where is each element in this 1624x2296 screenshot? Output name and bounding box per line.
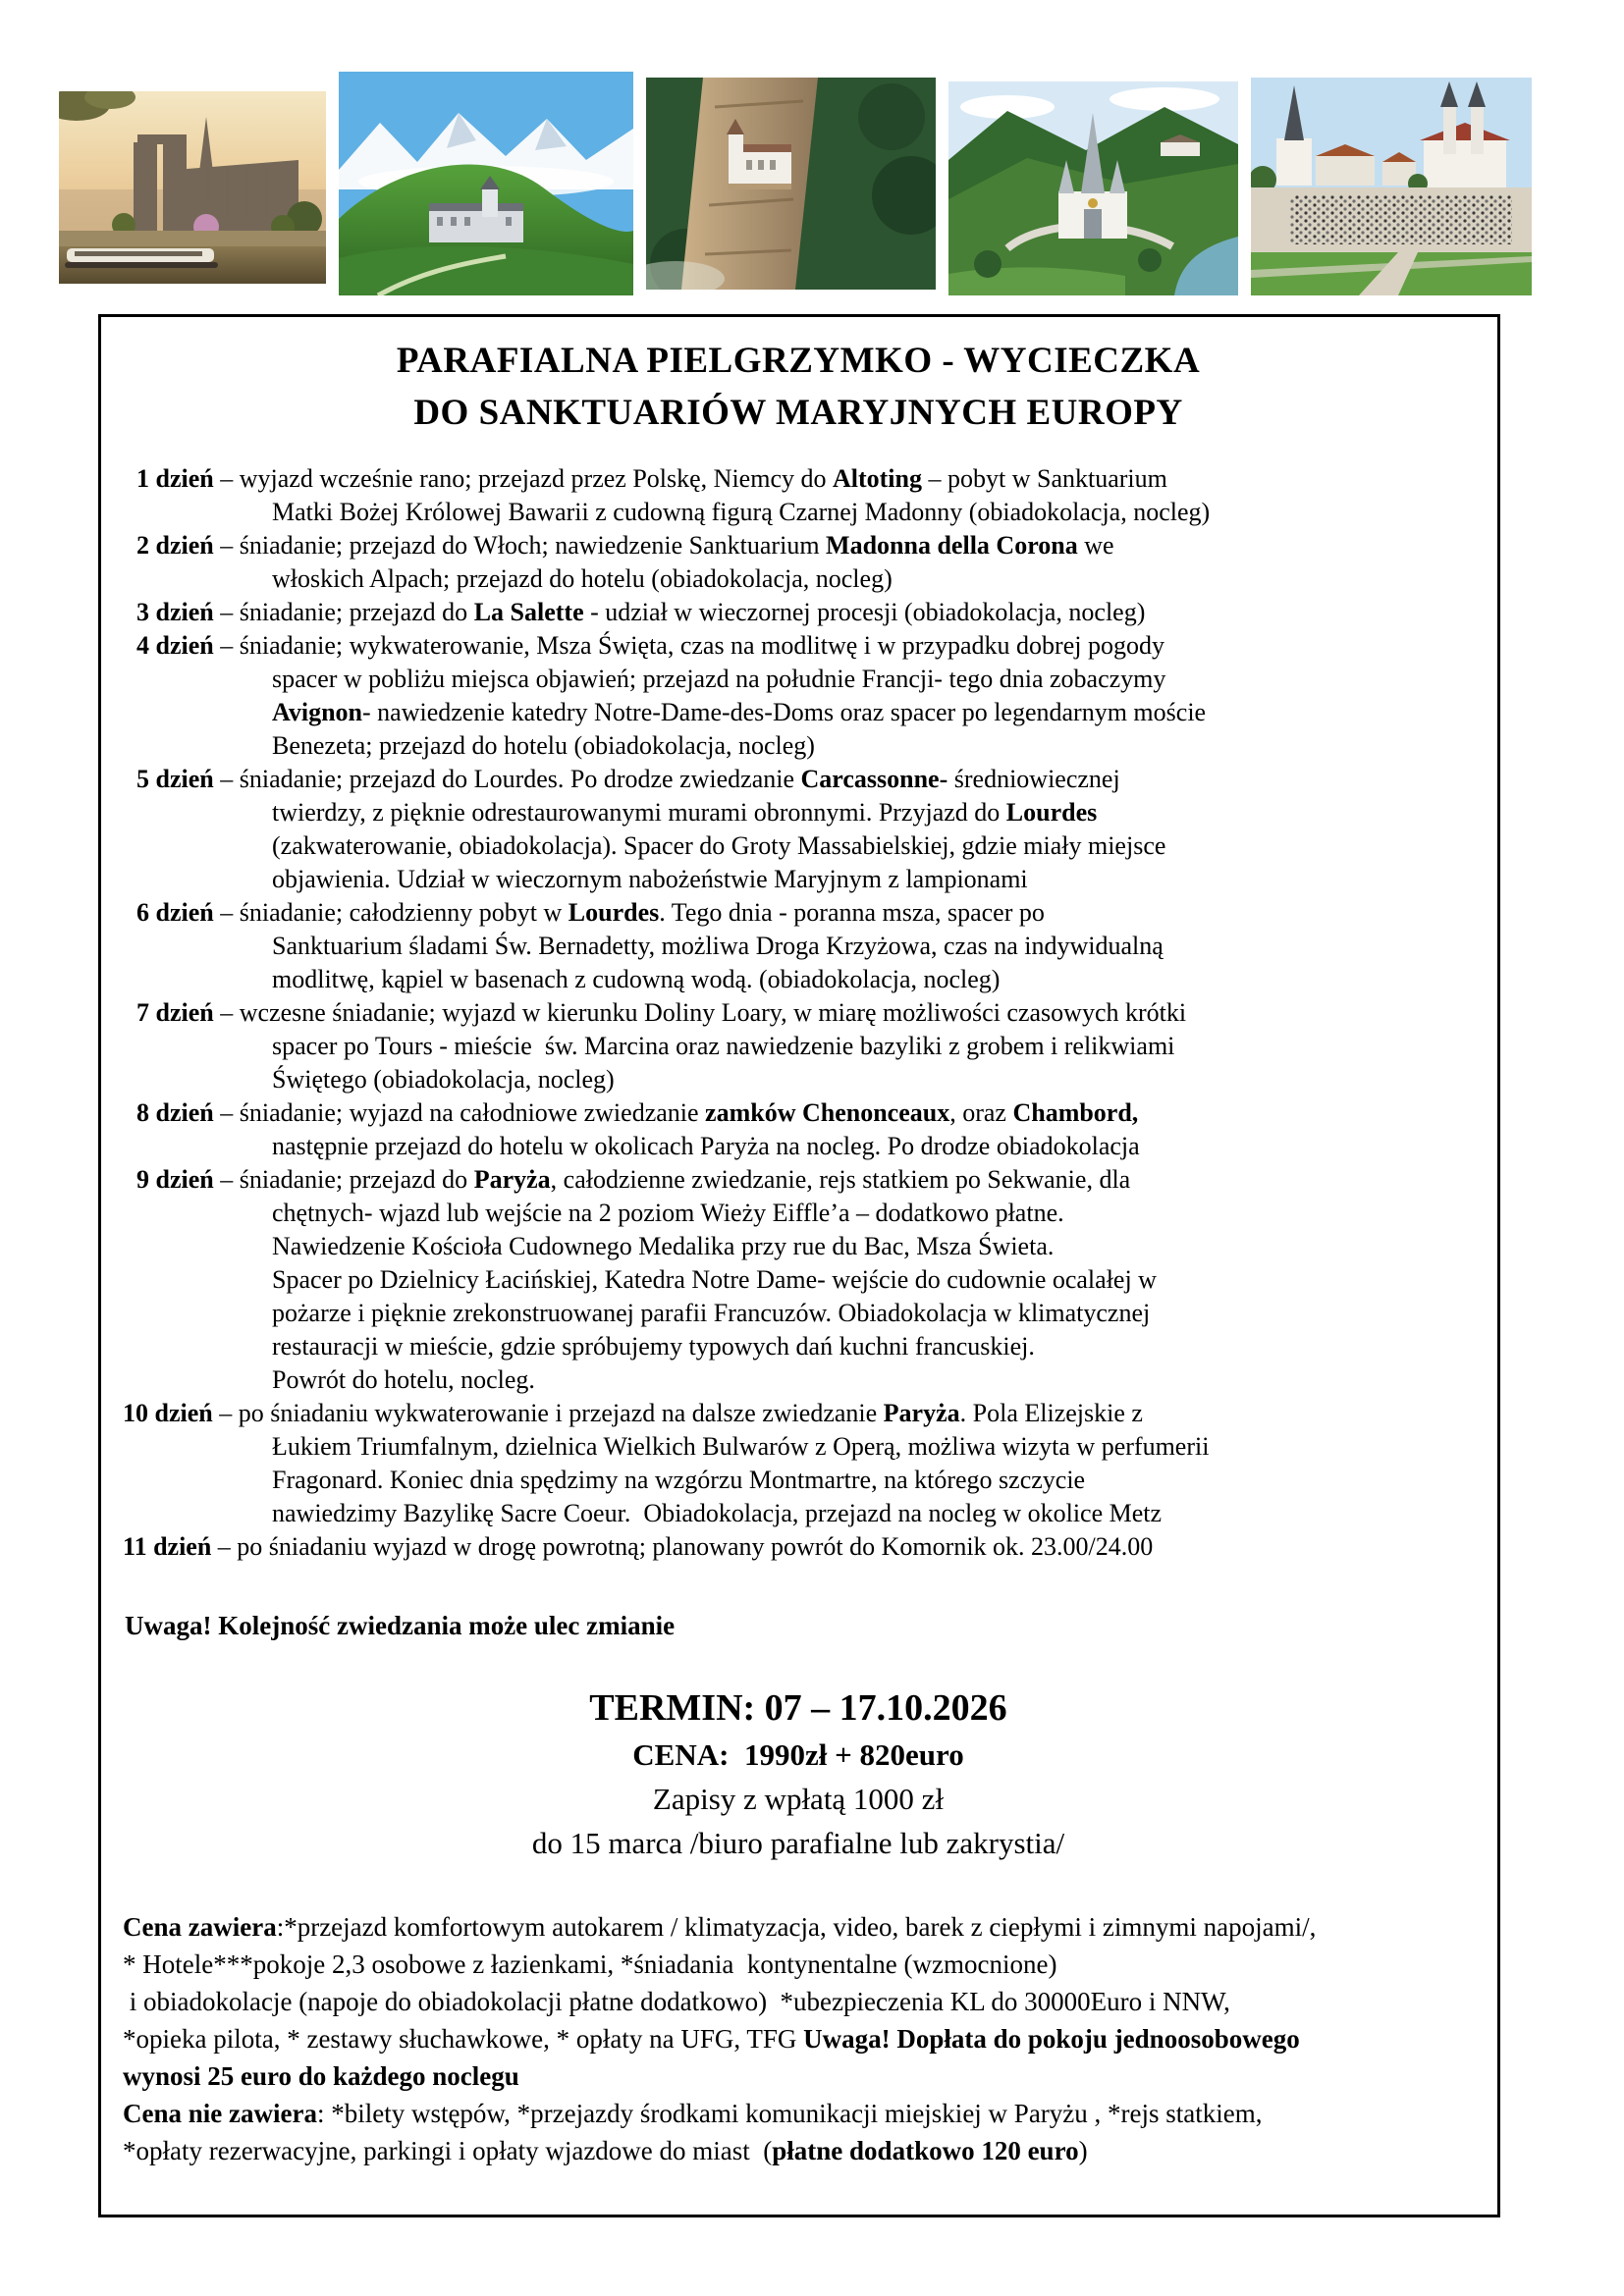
altoetting-illustration	[1251, 78, 1532, 295]
itinerary-day-3	[123, 596, 1474, 629]
day-4-line-2: spacer w pobliżu miejsca objawień; przejazd na południe Francji- tego dnia zobaczymy	[272, 665, 1166, 693]
day-4-line-4: Benezeta; przejazd do hotelu (obiadokolacja, nocleg)	[272, 731, 815, 760]
lourdes-photo	[948, 81, 1238, 295]
day-9-line-2: chętnych- wjazd lub wejście na 2 poziom Wieży Eiffle’a – dodatkowo płatne.	[272, 1199, 1064, 1227]
pricing-line-5: wynosi 25 euro do każdego noclegu	[123, 2061, 519, 2091]
day-9-line-6: restauracji w mieście, gdzie spróbujemy typowych dań kuchni francuskiej.	[272, 1332, 1035, 1361]
deposit-info: Zapisy z wpłatą 1000 zł	[652, 1782, 945, 1816]
day-11-line-1: 11 dzień – po śniadaniu wyjazd w drogę powrotną; planowany powrót do Komornik ok. 23.00/24.00	[123, 1532, 1154, 1561]
madonna-della-corona-illustration	[646, 78, 936, 290]
lourdes-illustration	[948, 81, 1238, 295]
itinerary-day-6	[123, 896, 1474, 996]
day-5-line-2: twierdzy, z pięknie odrestaurowanymi murami obronnymi. Przyjazd do Lourdes	[272, 798, 1098, 827]
day-9-line-7: Powrót do hotelu, nocleg.	[272, 1365, 535, 1394]
photo-strip	[59, 44, 1532, 295]
day-7-line-3: Świętego (obiadokolacja, nocleg)	[272, 1065, 615, 1094]
day-6-line-3: modlitwę, kąpiel w basenach z cudowną wodą. (obiadokolacja, nocleg)	[272, 965, 1001, 993]
offer-block	[123, 1683, 1474, 1865]
day-2-line-1: 2 dzień – śniadanie; przejazd do Włoch; nawiedzenie Sanktuarium Madonna della Corona we	[136, 531, 1114, 560]
notre-dame-illustration	[59, 91, 326, 284]
day-7-line-2: spacer po Tours - mieście św. Marcina oraz nawiedzenie bazyliki z grobem i relikwiami	[272, 1032, 1175, 1060]
day-1-line-2: Matki Bożej Królowej Bawarii z cudowną figurą Czarnej Madonny (obiadokolacja, nocleg)	[272, 498, 1211, 526]
itinerary-day-2	[123, 529, 1474, 596]
pricing-line-6: Cena nie zawiera: *bilety wstępów, *przejazdy środkami komunikacji miejskiej w Paryżu , *rejs statkiem,	[123, 2099, 1263, 2128]
day-10-line-4: nawiedzimy Bazylikę Sacre Coeur. Obiadokolacja, przejazd na nocleg w okolice Metz	[272, 1499, 1163, 1527]
itinerary	[123, 462, 1474, 1564]
itinerary-day-5	[123, 763, 1474, 896]
trip-price: CENA: 1990zł + 820euro	[632, 1737, 964, 1772]
itinerary-day-7	[123, 996, 1474, 1096]
day-9-line-3: Nawiedzenie Kościoła Cudownego Medalika przy rue du Bac, Msza Świeta.	[272, 1232, 1055, 1260]
day-10-line-2: Łukiem Triumfalnym, dzielnica Wielkich Bulwarów z Operą, możliwa wizyta w perfumerii	[272, 1432, 1210, 1461]
itinerary-day-1	[123, 462, 1474, 529]
itinerary-day-4	[123, 629, 1474, 763]
itinerary-day-11	[123, 1530, 1474, 1564]
pricing-line-3: i obiadokolacje (napoje do obiadokolacji płatne dodatkowo) *ubezpieczenia KL do 30000Euro i NNW,	[123, 1987, 1230, 2016]
day-5-line-3: (zakwaterowanie, obiadokolacja). Spacer do Groty Massabielskiej, gdzie miały miejsce	[272, 831, 1166, 860]
la-salette-illustration	[339, 72, 633, 295]
day-9-line-5: pożarze i pięknie zrekonstruowanej parafii Francuzów. Obiadokolacja w klimatycznej	[272, 1299, 1151, 1327]
signup-deadline: do 15 marca /biuro parafialne lub zakrystia/	[531, 1826, 1065, 1860]
page-title	[123, 335, 1474, 439]
day-9-line-4: Spacer po Dzielnicy Łacińskiej, Katedra Notre Dame- wejście do cudownie ocalałej w	[272, 1265, 1157, 1294]
day-1-line-1: 1 dzień – wyjazd wcześnie rano; przejazd przez Polskę, Niemcy do Altoting – pobyt w Sanktuarium	[136, 464, 1167, 493]
day-4-line-3: Avignon- nawiedzenie katedry Notre-Dame-des-Doms oraz spacer po legendarnym moście	[272, 698, 1207, 726]
day-3-line-1: 3 dzień – śniadanie; przejazd do La Salette - udział w wieczornej procesji (obiadokolacja, nocleg)	[136, 598, 1146, 626]
page-title-line2: DO SANKTUARIÓW MARYJNYCH EUROPY	[413, 393, 1183, 433]
day-2-line-2: włoskich Alpach; przejazd do hotelu (obiadokolacja, nocleg)	[272, 564, 893, 593]
day-7-line-1: 7 dzień – wczesne śniadanie; wyjazd w kierunku Doliny Loary, w miarę możliwości czasowych krótki	[136, 998, 1187, 1027]
day-10-line-1: 10 dzień – po śniadaniu wykwaterowanie i przejazd na dalsze zwiedzanie Paryża. Pola Elizejskie z	[123, 1399, 1143, 1427]
day-8-line-1: 8 dzień – śniadanie; wyjazd na całodniowe zwiedzanie zamków Chenonceaux, oraz Chambord,	[136, 1098, 1139, 1127]
trip-dates: TERMIN: 07 – 17.10.2026	[589, 1687, 1007, 1729]
altoetting-photo	[1251, 78, 1532, 295]
pricing-line-1: Cena zawiera:*przejazd komfortowym autokarem / klimatyzacja, video, barek z ciepłymi i zimnymi napojami/,	[123, 1912, 1317, 1942]
la-salette-photo	[339, 72, 633, 295]
itinerary-frame	[98, 314, 1500, 2217]
itinerary-day-8	[123, 1096, 1474, 1163]
pricing-line-4: *opieka pilota, * zestawy słuchawkowe, * opłaty na UFG, TFG Uwaga! Dopłata do pokoju jednoosobowego	[123, 2024, 1300, 2054]
madonna-della-corona-photo	[646, 78, 936, 290]
notre-dame-paris-photo	[59, 91, 326, 284]
day-9-line-1: 9 dzień – śniadanie; przejazd do Paryża, całodzienne zwiedzanie, rejs statkiem po Sekwanie, dla	[136, 1165, 1131, 1194]
pricing-line-7: *opłaty rezerwacyjne, parkingi i opłaty wjazdowe do miast (płatne dodatkowo 120 euro)	[123, 2136, 1088, 2165]
day-5-line-1: 5 dzień – śniadanie; przejazd do Lourdes. Po drodze zwiedzanie Carcassonne- średniowiecznej	[136, 765, 1120, 793]
order-change-note: Uwaga! Kolejność zwiedzania może ulec zmianie	[125, 1611, 676, 1640]
itinerary-day-9	[123, 1163, 1474, 1397]
day-10-line-3: Fragonard. Koniec dnia spędzimy na wzgórzu Montmartre, na którego szczycie	[272, 1466, 1086, 1494]
pricing-details	[123, 1908, 1474, 2169]
pricing-line-2: * Hotele***pokoje 2,3 osobowe z łazienkami, *śniadania kontynentalne (wzmocnione)	[123, 1949, 1057, 1979]
day-8-line-2: następnie przejazd do hotelu w okolicach Paryża na nocleg. Po drodze obiadokolacja	[272, 1132, 1140, 1160]
day-4-line-1: 4 dzień – śniadanie; wykwaterowanie, Msza Święta, czas na modlitwę i w przypadku dobrej pogody	[136, 631, 1164, 660]
day-5-line-4: objawienia. Udział w wieczornym nabożeństwie Maryjnym z lampionami	[272, 865, 1028, 893]
day-6-line-2: Sanktuarium śladami Św. Bernadetty, możliwa Droga Krzyżowa, czas na indywidualną	[272, 932, 1164, 960]
itinerary-day-10	[123, 1397, 1474, 1530]
page-title-line1: PARAFIALNA PIELGRZYMKO - WYCIECZKA	[396, 341, 1201, 381]
day-6-line-1: 6 dzień – śniadanie; całodzienny pobyt w Lourdes. Tego dnia - poranna msza, spacer po	[136, 898, 1045, 927]
